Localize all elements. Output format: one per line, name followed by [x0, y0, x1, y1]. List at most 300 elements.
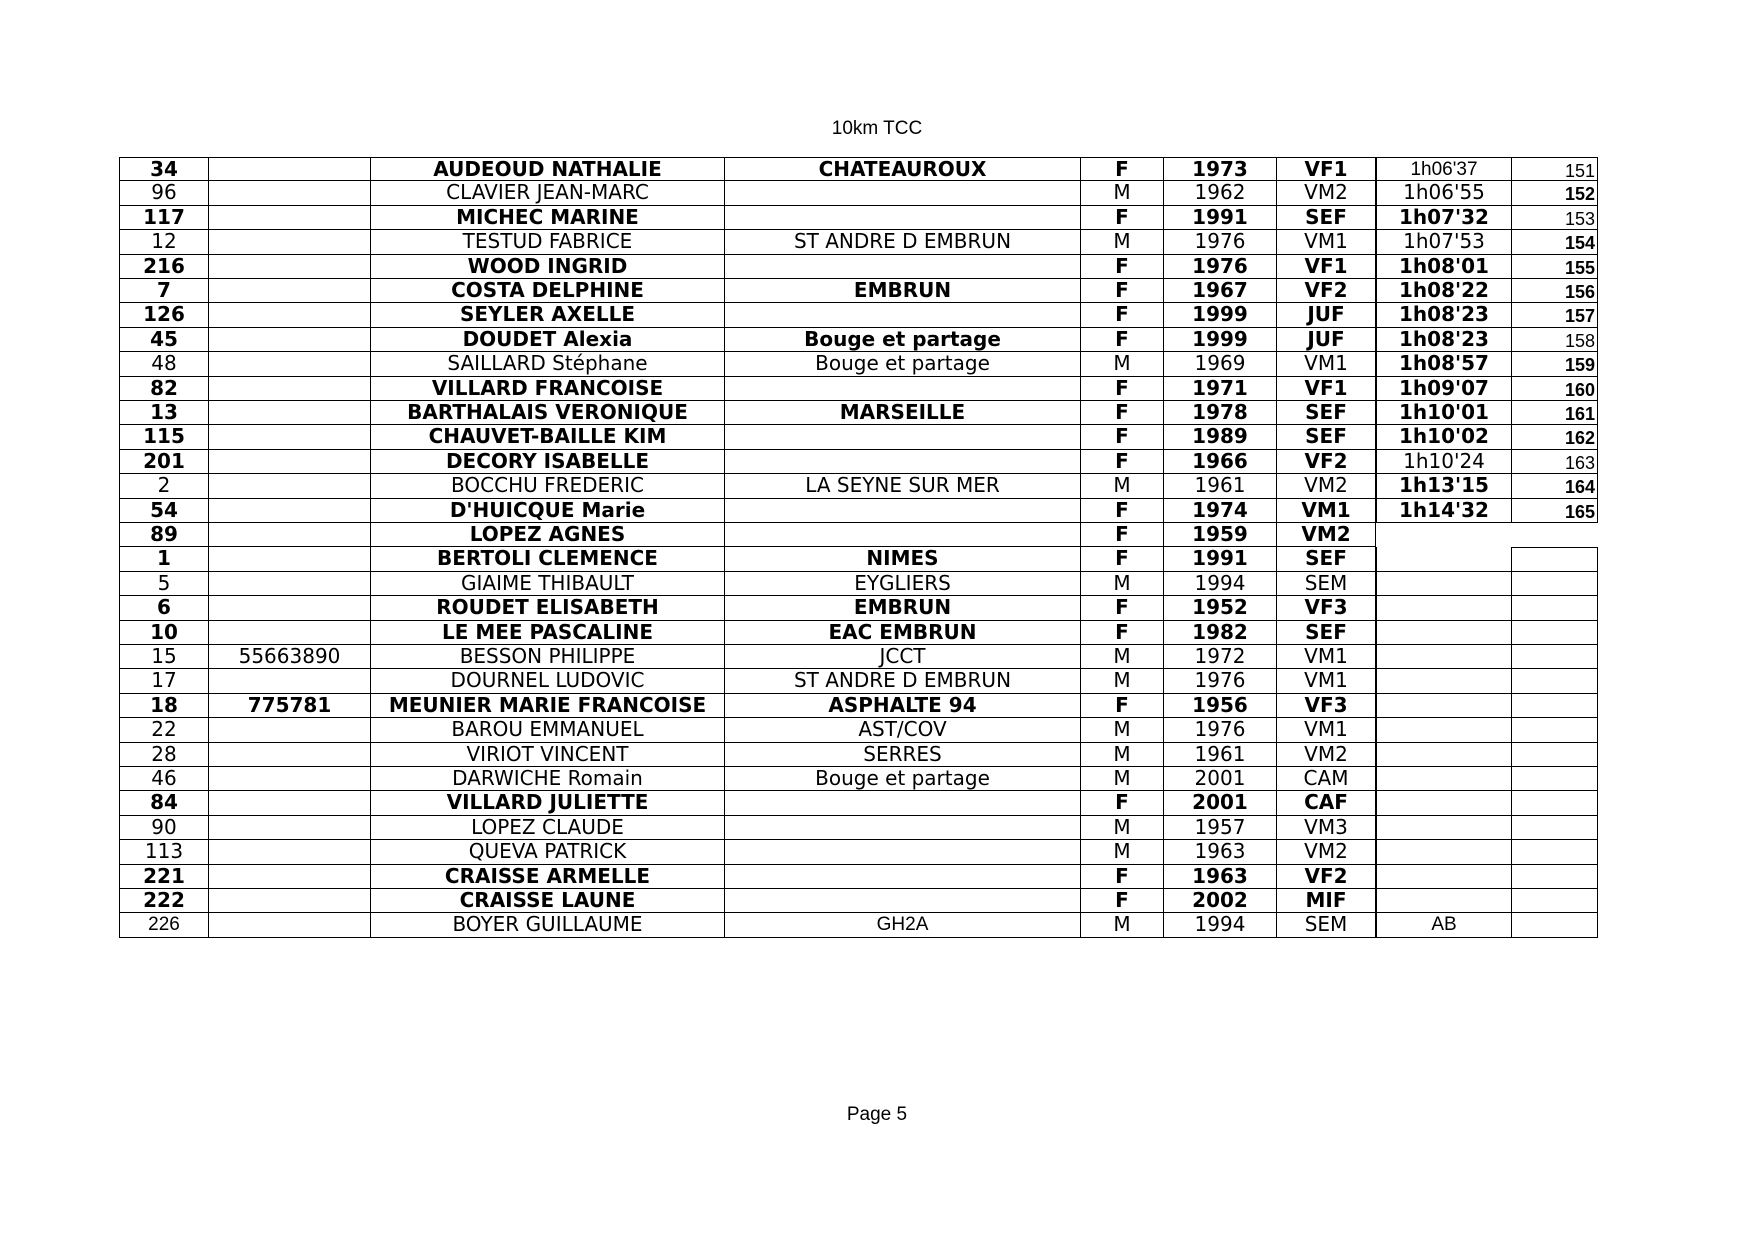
cell-sex: F [1080, 621, 1163, 645]
cell-category: VM2 [1276, 743, 1376, 767]
cell-time: 1h06'55 [1376, 181, 1511, 205]
cell-name: LOPEZ AGNES [370, 523, 724, 547]
cell-time [1376, 865, 1511, 889]
table-row [119, 230, 1598, 254]
cell-licence [208, 767, 370, 791]
cell-rank [1511, 791, 1598, 815]
cell-category: VF1 [1276, 157, 1376, 181]
cell-year: 1957 [1163, 816, 1276, 840]
cell-rank [1511, 865, 1598, 889]
cell-name: DOUDET Alexia [370, 328, 724, 352]
cell-dossard: 22 [119, 718, 208, 742]
cell-dossard: 82 [119, 377, 208, 401]
cell-time: 1h07'53 [1376, 230, 1511, 254]
cell-licence [208, 279, 370, 303]
table-row [119, 499, 1598, 523]
cell-sex: F [1080, 596, 1163, 620]
cell-dossard: 10 [119, 621, 208, 645]
cell-year: 1956 [1163, 694, 1276, 718]
cell-name: COSTA DELPHINE [370, 279, 724, 303]
cell-dossard: 46 [119, 767, 208, 791]
cell-rank [1511, 621, 1598, 645]
cell-dossard: 90 [119, 816, 208, 840]
cell-dossard: 54 [119, 499, 208, 523]
cell-club: EMBRUN [724, 279, 1080, 303]
table-row [119, 352, 1598, 376]
cell-sex: M [1080, 913, 1163, 937]
cell-licence [208, 840, 370, 864]
cell-dossard: 48 [119, 352, 208, 376]
table-row [119, 206, 1598, 230]
cell-year: 1969 [1163, 352, 1276, 376]
cell-dossard: 221 [119, 865, 208, 889]
cell-category: SEF [1276, 547, 1376, 571]
cell-sex: F [1080, 694, 1163, 718]
table-row [119, 523, 1598, 547]
cell-rank: 165 [1511, 499, 1598, 523]
table-row [119, 718, 1598, 742]
cell-sex: F [1080, 791, 1163, 815]
table-row [119, 572, 1598, 596]
cell-sex: M [1080, 669, 1163, 693]
cell-dossard: 45 [119, 328, 208, 352]
cell-year: 1976 [1163, 718, 1276, 742]
table-row [119, 547, 1598, 571]
cell-year: 1961 [1163, 743, 1276, 767]
cell-name: CRAISSE ARMELLE [370, 865, 724, 889]
cell-dossard: 89 [119, 523, 208, 547]
cell-sex: F [1080, 523, 1163, 547]
cell-licence [208, 791, 370, 815]
cell-time [1376, 572, 1511, 596]
cell-sex: F [1080, 450, 1163, 474]
table-row [119, 865, 1598, 889]
cell-category: VF2 [1276, 450, 1376, 474]
cell-name: VIRIOT VINCENT [370, 743, 724, 767]
cell-rank [1511, 743, 1598, 767]
cell-category: CAM [1276, 767, 1376, 791]
cell-club: CHATEAUROUX [724, 157, 1080, 181]
cell-club [724, 303, 1080, 327]
table-row [119, 157, 1598, 181]
cell-sex: F [1080, 401, 1163, 425]
cell-sex: F [1080, 889, 1163, 913]
cell-year: 1994 [1163, 913, 1276, 937]
cell-time [1376, 547, 1511, 571]
cell-sex: M [1080, 718, 1163, 742]
page-number: Page 5 [846, 1104, 908, 1125]
cell-licence [208, 352, 370, 376]
cell-dossard: 222 [119, 889, 208, 913]
cell-time: 1h10'02 [1376, 425, 1511, 449]
cell-licence [208, 157, 370, 181]
cell-sex: F [1080, 255, 1163, 279]
cell-name: BARTHALAIS VERONIQUE [370, 401, 724, 425]
cell-name: DECORY ISABELLE [370, 450, 724, 474]
cell-time [1376, 645, 1511, 669]
cell-name: DARWICHE Romain [370, 767, 724, 791]
cell-name: GIAIME THIBAULT [370, 572, 724, 596]
cell-sex: M [1080, 767, 1163, 791]
cell-sex: F [1080, 303, 1163, 327]
cell-time [1376, 791, 1511, 815]
cell-category: VF1 [1276, 377, 1376, 401]
table-row [119, 328, 1598, 352]
cell-rank [1511, 816, 1598, 840]
cell-licence [208, 718, 370, 742]
cell-rank: 159 [1511, 352, 1598, 376]
cell-rank [1511, 596, 1598, 620]
cell-category: JUF [1276, 328, 1376, 352]
cell-year: 1962 [1163, 181, 1276, 205]
cell-club: Bouge et partage [724, 328, 1080, 352]
cell-time: 1h06'37 [1376, 157, 1511, 181]
cell-licence [208, 572, 370, 596]
cell-category: VM1 [1276, 352, 1376, 376]
cell-club: SERRES [724, 743, 1080, 767]
cell-year: 1959 [1163, 523, 1276, 547]
cell-club: EAC EMBRUN [724, 621, 1080, 645]
cell-rank: 162 [1511, 425, 1598, 449]
cell-name: ROUDET ELISABETH [370, 596, 724, 620]
cell-licence: 775781 [208, 694, 370, 718]
cell-licence [208, 377, 370, 401]
cell-dossard: 17 [119, 669, 208, 693]
cell-club: EMBRUN [724, 596, 1080, 620]
cell-club: JCCT [724, 645, 1080, 669]
cell-name: AUDEOUD NATHALIE [370, 157, 724, 181]
table-row [119, 840, 1598, 864]
cell-club [724, 523, 1080, 547]
cell-category: VF3 [1276, 694, 1376, 718]
cell-sex: F [1080, 425, 1163, 449]
cell-rank [1511, 694, 1598, 718]
cell-time: 1h07'32 [1376, 206, 1511, 230]
table-row [119, 743, 1598, 767]
table-row [119, 255, 1598, 279]
cell-time [1376, 694, 1511, 718]
cell-time: AB [1376, 913, 1511, 937]
cell-club [724, 206, 1080, 230]
cell-time: 1h09'07 [1376, 377, 1511, 401]
cell-club: EYGLIERS [724, 572, 1080, 596]
cell-dossard: 7 [119, 279, 208, 303]
cell-licence [208, 303, 370, 327]
cell-rank: 157 [1511, 303, 1598, 327]
cell-rank [1511, 913, 1598, 937]
cell-category: CAF [1276, 791, 1376, 815]
table-row [119, 279, 1598, 303]
cell-club: LA SEYNE SUR MER [724, 474, 1080, 498]
cell-year: 2001 [1163, 791, 1276, 815]
cell-category: SEF [1276, 621, 1376, 645]
cell-dossard: 28 [119, 743, 208, 767]
table-row [119, 450, 1598, 474]
cell-licence [208, 547, 370, 571]
cell-name: LE MEE PASCALINE [370, 621, 724, 645]
cell-licence [208, 865, 370, 889]
table-row [119, 816, 1598, 840]
cell-year: 1966 [1163, 450, 1276, 474]
cell-time [1376, 621, 1511, 645]
cell-club: NIMES [724, 547, 1080, 571]
cell-dossard: 2 [119, 474, 208, 498]
cell-category: VM3 [1276, 816, 1376, 840]
cell-licence [208, 596, 370, 620]
cell-year: 2002 [1163, 889, 1276, 913]
cell-club: Bouge et partage [724, 352, 1080, 376]
cell-sex: M [1080, 572, 1163, 596]
cell-dossard: 201 [119, 450, 208, 474]
cell-rank: 156 [1511, 279, 1598, 303]
cell-year: 1999 [1163, 303, 1276, 327]
table-row [119, 596, 1598, 620]
cell-category: SEM [1276, 572, 1376, 596]
cell-time [1376, 840, 1511, 864]
cell-time [1376, 669, 1511, 693]
cell-time: 1h08'22 [1376, 279, 1511, 303]
table-row [119, 791, 1598, 815]
table-row [119, 913, 1598, 937]
cell-category: VM2 [1276, 474, 1376, 498]
cell-year: 1991 [1163, 547, 1276, 571]
cell-rank: 155 [1511, 255, 1598, 279]
cell-category: VM1 [1276, 669, 1376, 693]
cell-name: D'HUICQUE Marie [370, 499, 724, 523]
cell-category: VM2 [1276, 181, 1376, 205]
cell-category: VM2 [1276, 840, 1376, 864]
cell-time: 1h10'24 [1376, 450, 1511, 474]
cell-year: 2001 [1163, 767, 1276, 791]
cell-time [1376, 718, 1511, 742]
cell-club [724, 425, 1080, 449]
cell-dossard: 226 [119, 913, 208, 937]
cell-licence [208, 328, 370, 352]
cell-rank: 153 [1511, 206, 1598, 230]
cell-sex: M [1080, 816, 1163, 840]
cell-category: VF2 [1276, 865, 1376, 889]
cell-category: VM1 [1276, 499, 1376, 523]
table-row [119, 645, 1598, 669]
cell-sex: F [1080, 279, 1163, 303]
cell-rank: 154 [1511, 230, 1598, 254]
cell-licence [208, 889, 370, 913]
cell-year: 1989 [1163, 425, 1276, 449]
cell-club [724, 255, 1080, 279]
cell-licence [208, 230, 370, 254]
cell-year: 1963 [1163, 840, 1276, 864]
table-row [119, 377, 1598, 401]
cell-name: BOYER GUILLAUME [370, 913, 724, 937]
cell-dossard: 6 [119, 596, 208, 620]
cell-year: 1976 [1163, 669, 1276, 693]
cell-club [724, 816, 1080, 840]
cell-category: VF1 [1276, 255, 1376, 279]
cell-time [1376, 596, 1511, 620]
cell-licence [208, 450, 370, 474]
cell-licence [208, 669, 370, 693]
cell-dossard: 113 [119, 840, 208, 864]
cell-year: 1999 [1163, 328, 1276, 352]
cell-year: 1982 [1163, 621, 1276, 645]
cell-rank: 151 [1511, 157, 1598, 181]
cell-rank [1511, 718, 1598, 742]
table-row [119, 621, 1598, 645]
cell-year: 1971 [1163, 377, 1276, 401]
cell-club [724, 499, 1080, 523]
cell-name: MICHEC MARINE [370, 206, 724, 230]
cell-category: JUF [1276, 303, 1376, 327]
cell-name: VILLARD JULIETTE [370, 791, 724, 815]
cell-year: 1973 [1163, 157, 1276, 181]
cell-year: 1976 [1163, 255, 1276, 279]
cell-name: DOURNEL LUDOVIC [370, 669, 724, 693]
cell-time [1376, 743, 1511, 767]
table-row [119, 181, 1598, 205]
cell-sex: M [1080, 230, 1163, 254]
cell-dossard: 5 [119, 572, 208, 596]
cell-time: 1h08'23 [1376, 303, 1511, 327]
cell-sex: M [1080, 840, 1163, 864]
cell-name: MEUNIER MARIE FRANCOISE [370, 694, 724, 718]
cell-rank: 152 [1511, 181, 1598, 205]
cell-name: BAROU EMMANUEL [370, 718, 724, 742]
cell-category: SEM [1276, 913, 1376, 937]
cell-dossard: 96 [119, 181, 208, 205]
cell-rank [1511, 523, 1598, 547]
cell-club [724, 791, 1080, 815]
cell-name: CLAVIER JEAN-MARC [370, 181, 724, 205]
cell-name: TESTUD FABRICE [370, 230, 724, 254]
cell-sex: M [1080, 181, 1163, 205]
cell-time: 1h14'32 [1376, 499, 1511, 523]
cell-time [1376, 816, 1511, 840]
cell-rank [1511, 767, 1598, 791]
cell-licence [208, 425, 370, 449]
cell-category: VM1 [1276, 230, 1376, 254]
cell-club: Bouge et partage [724, 767, 1080, 791]
table-row [119, 401, 1598, 425]
cell-licence [208, 255, 370, 279]
cell-year: 1994 [1163, 572, 1276, 596]
cell-time: 1h10'01 [1376, 401, 1511, 425]
cell-sex: M [1080, 645, 1163, 669]
cell-time [1376, 767, 1511, 791]
cell-rank [1511, 889, 1598, 913]
cell-sex: F [1080, 499, 1163, 523]
cell-category: VF3 [1276, 596, 1376, 620]
cell-dossard: 18 [119, 694, 208, 718]
table-row [119, 694, 1598, 718]
cell-year: 1978 [1163, 401, 1276, 425]
cell-club: ST ANDRE D EMBRUN [724, 669, 1080, 693]
cell-year: 1952 [1163, 596, 1276, 620]
table-row [119, 474, 1598, 498]
cell-rank [1511, 669, 1598, 693]
cell-time: 1h08'23 [1376, 328, 1511, 352]
cell-rank: 161 [1511, 401, 1598, 425]
cell-sex: F [1080, 206, 1163, 230]
cell-rank [1511, 547, 1598, 571]
cell-category: VM1 [1276, 645, 1376, 669]
cell-name: LOPEZ CLAUDE [370, 816, 724, 840]
cell-dossard: 1 [119, 547, 208, 571]
cell-club [724, 377, 1080, 401]
cell-dossard: 34 [119, 157, 208, 181]
cell-sex: F [1080, 547, 1163, 571]
table-row [119, 669, 1598, 693]
cell-name: CRAISSE LAUNE [370, 889, 724, 913]
cell-category: SEF [1276, 401, 1376, 425]
cell-year: 1967 [1163, 279, 1276, 303]
cell-sex: F [1080, 865, 1163, 889]
table-row [119, 303, 1598, 327]
cell-category: VM1 [1276, 718, 1376, 742]
cell-sex: M [1080, 474, 1163, 498]
cell-club: ASPHALTE 94 [724, 694, 1080, 718]
cell-dossard: 15 [119, 645, 208, 669]
cell-category: VM2 [1276, 523, 1376, 547]
cell-sex: M [1080, 352, 1163, 376]
page-title: 10km TCC [831, 118, 923, 139]
cell-club: AST/COV [724, 718, 1080, 742]
cell-club: MARSEILLE [724, 401, 1080, 425]
cell-licence [208, 816, 370, 840]
cell-sex: M [1080, 743, 1163, 767]
cell-licence: 55663890 [208, 645, 370, 669]
cell-dossard: 12 [119, 230, 208, 254]
cell-category: MIF [1276, 889, 1376, 913]
cell-name: QUEVA PATRICK [370, 840, 724, 864]
cell-licence [208, 474, 370, 498]
cell-rank [1511, 840, 1598, 864]
cell-name: SEYLER AXELLE [370, 303, 724, 327]
cell-time [1376, 523, 1511, 547]
cell-club [724, 865, 1080, 889]
cell-time: 1h08'01 [1376, 255, 1511, 279]
cell-licence [208, 401, 370, 425]
cell-name: BOCCHU FREDERIC [370, 474, 724, 498]
cell-club [724, 450, 1080, 474]
cell-year: 1991 [1163, 206, 1276, 230]
cell-dossard: 13 [119, 401, 208, 425]
cell-dossard: 126 [119, 303, 208, 327]
cell-rank [1511, 645, 1598, 669]
cell-year: 1974 [1163, 499, 1276, 523]
cell-name: CHAUVET-BAILLE KIM [370, 425, 724, 449]
cell-rank: 160 [1511, 377, 1598, 401]
cell-licence [208, 743, 370, 767]
cell-rank: 163 [1511, 450, 1598, 474]
cell-rank: 164 [1511, 474, 1598, 498]
cell-licence [208, 621, 370, 645]
table-row [119, 767, 1598, 791]
cell-sex: F [1080, 328, 1163, 352]
cell-category: SEF [1276, 425, 1376, 449]
cell-licence [208, 913, 370, 937]
cell-category: VF2 [1276, 279, 1376, 303]
cell-club: ST ANDRE D EMBRUN [724, 230, 1080, 254]
cell-name: SAILLARD Stéphane [370, 352, 724, 376]
cell-name: VILLARD FRANCOISE [370, 377, 724, 401]
cell-sex: F [1080, 157, 1163, 181]
cell-time: 1h13'15 [1376, 474, 1511, 498]
cell-dossard: 84 [119, 791, 208, 815]
cell-year: 1963 [1163, 865, 1276, 889]
cell-year: 1972 [1163, 645, 1276, 669]
cell-year: 1976 [1163, 230, 1276, 254]
cell-category: SEF [1276, 206, 1376, 230]
